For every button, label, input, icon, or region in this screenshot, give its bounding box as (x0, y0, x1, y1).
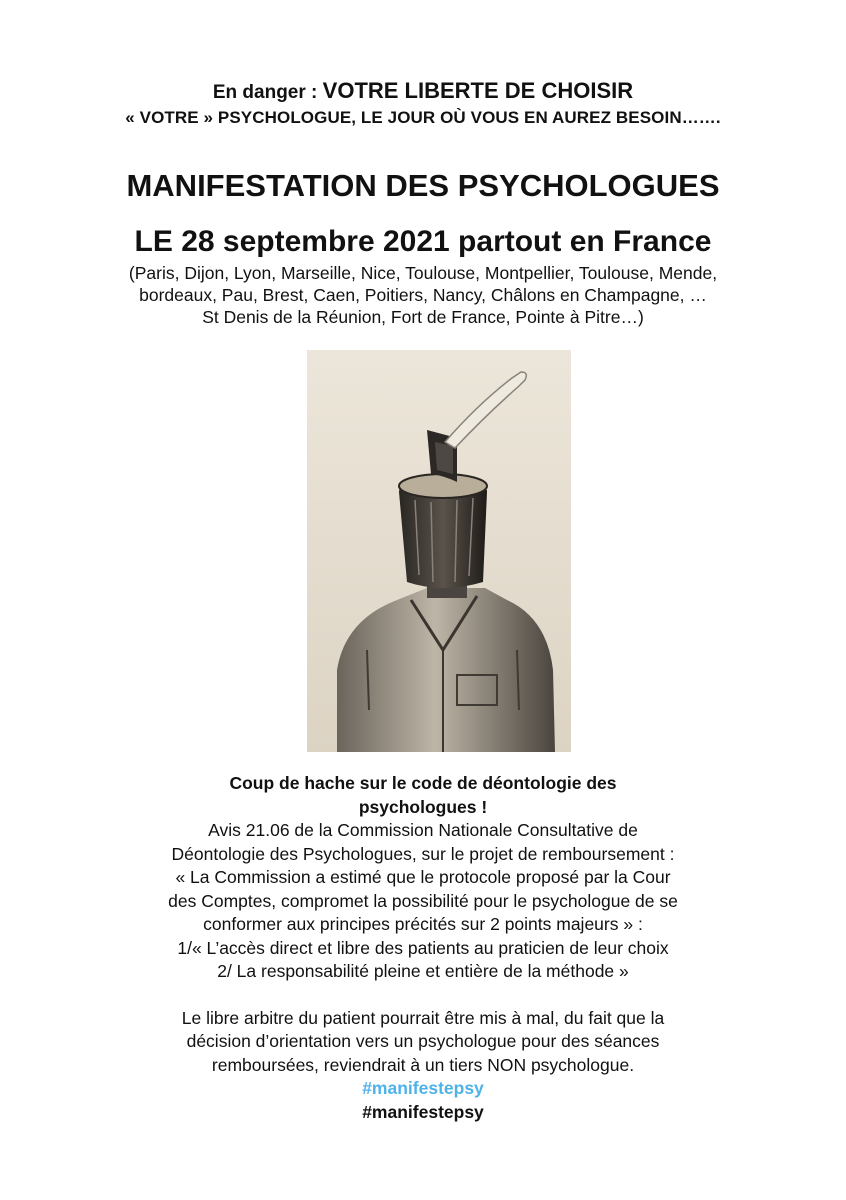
danger-line (0, 78, 846, 104)
body-text (0, 772, 846, 1124)
photo-man-with-log-head-and-axe (307, 350, 571, 752)
cities-line: St Denis de la Réunion, Fort de France, Pointe à Pitre…) (202, 307, 644, 327)
date-line: LE 28 septembre 2021 partout en France (134, 225, 712, 258)
body-line: Avis 21.06 de la Commission Nationale Consultative de (208, 820, 638, 840)
body-line: Déontologie des Psychologues, sur le projet de remboursement : (171, 843, 675, 864)
page-title: MANIFESTATION DES PSYCHOLOGUES (126, 168, 720, 203)
headline-line: Coup de hache sur le code de déontologie des (229, 773, 617, 793)
poster-photo (307, 350, 571, 752)
cities-line: (Paris, Dijon, Lyon, Marseille, Nice, Toulouse, Montpellier, Toulouse, Mende, (128, 263, 718, 283)
closing-line: Le libre arbitre du patient pourrait être mis à mal, du fait que la (181, 1007, 665, 1028)
closing-line: décision d’orientation vers un psychologue pour des séances (186, 1031, 660, 1051)
body-line: 1/« L’accès direct et libre des patients au praticien de leur choix (177, 937, 669, 958)
danger-main: VOTRE LIBERTE DE CHOISIR (322, 78, 634, 103)
headline-line: psychologues ! (358, 796, 488, 817)
danger-prefix: En danger : (212, 82, 323, 103)
hashtag-link[interactable]: #manifestepsy (362, 1078, 484, 1098)
closing-line: remboursées, reviendrait à un tiers NON psychologue. (211, 1054, 635, 1075)
spacer (0, 984, 846, 1007)
body-line: des Comptes, compromet la possibilité pour le psychologue de se (168, 890, 678, 911)
body-line: 2/ La responsabilité pleine et entière de la méthode » (217, 961, 629, 981)
cities-list (0, 262, 846, 328)
body-line: conformer aux principes précités sur 2 points majeurs » : (203, 914, 643, 934)
body-line: « La Commission a estimé que le protocole proposé par la Cour (175, 867, 671, 887)
cities-line: bordeaux, Pau, Brest, Caen, Poitiers, Nancy, Châlons en Champagne, … (139, 285, 707, 305)
subtitle-line: « VOTRE » PSYCHOLOGUE, LE JOUR OÙ VOUS EN AUREZ BESOIN……. (125, 108, 721, 127)
hashtag-text: #manifestepsy (362, 1101, 484, 1122)
